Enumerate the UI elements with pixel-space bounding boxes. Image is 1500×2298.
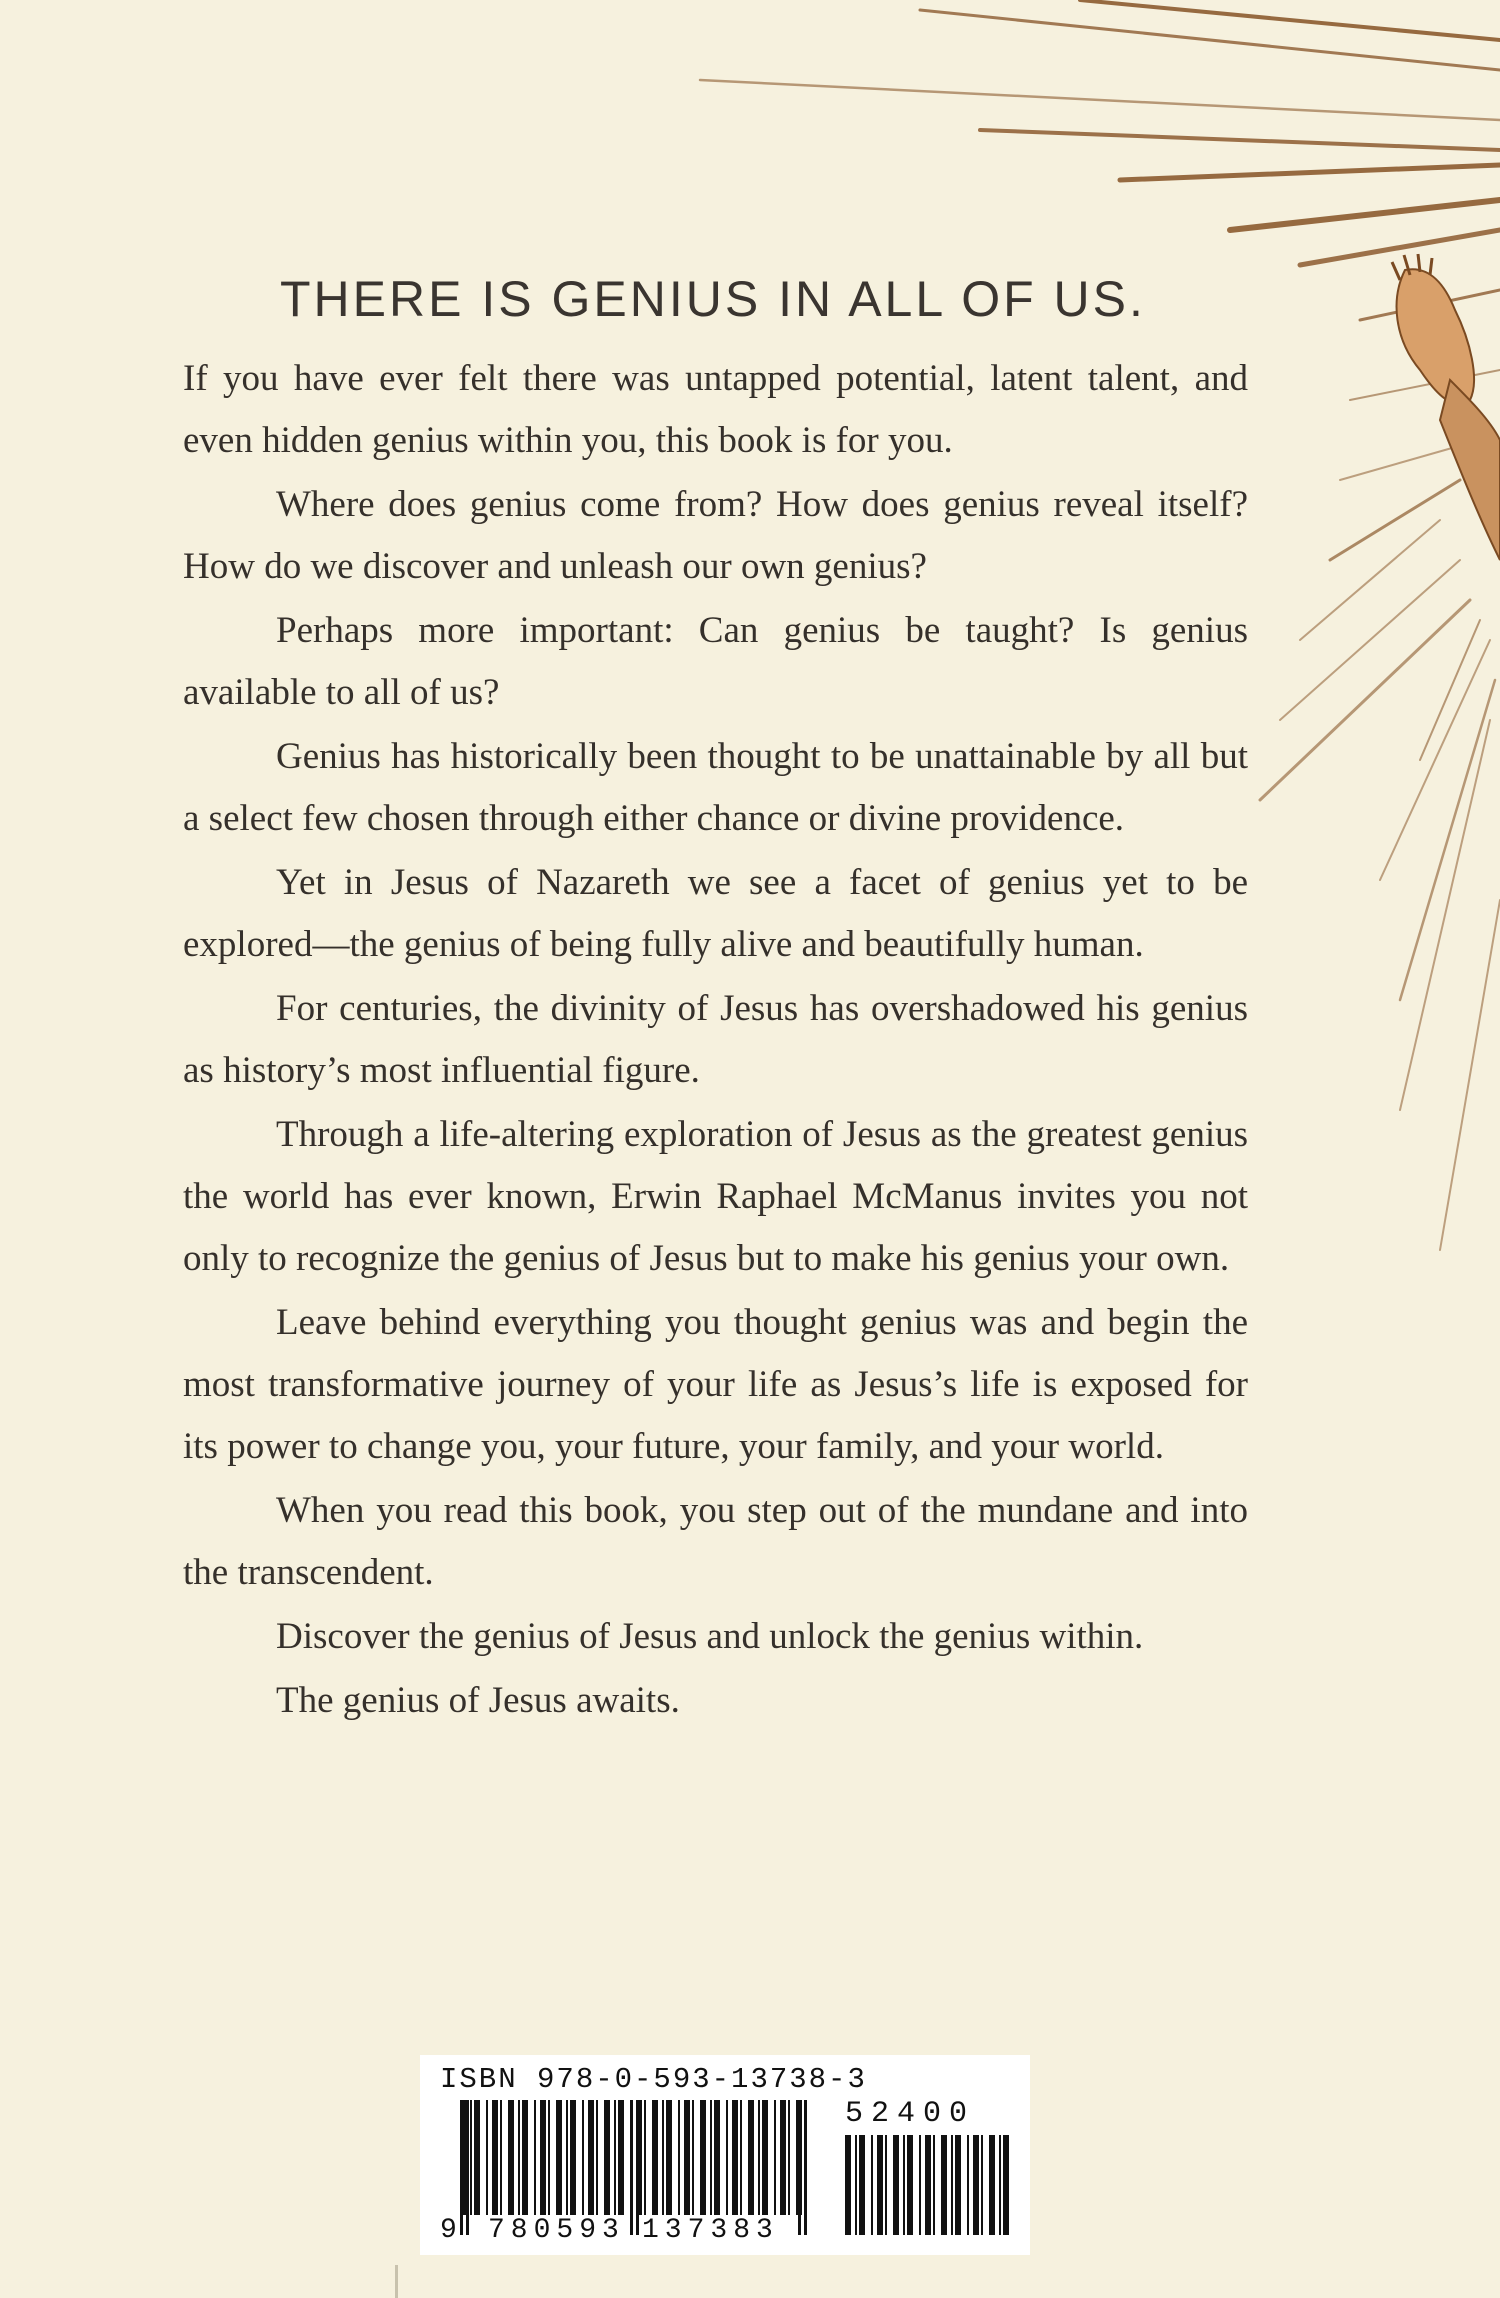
page-title: THERE IS GENIUS IN ALL OF US.	[280, 271, 1146, 327]
paragraph: For centuries, the divinity of Jesus has overshadowed his genius as history’s most influential figure.	[183, 988, 1248, 1091]
price-code: 52400	[845, 2097, 976, 2131]
isbn-barcode	[420, 2055, 1030, 2255]
paragraph: Leave behind everything you thought genius was and begin the most transformative journey of your life as Jesus’s life is exposed for its power to change you, your future, your family, and your world.	[183, 1302, 1248, 1467]
paragraph: If you have ever felt there was untapped potential, latent talent, and even hidden genius within you, this book is for you.	[183, 358, 1248, 461]
paragraph: Through a life-altering exploration of Jesus as the greatest genius the world has ever known, Erwin Raphael McManus invites you not only to recognize the genius of Jesus but to make his genius your own.	[183, 1114, 1248, 1279]
paragraph: Perhaps more important: Can genius be taught? Is genius available to all of us?	[183, 610, 1248, 713]
barcode-right-digits: 137383	[642, 2215, 779, 2246]
paragraph: Discover the genius of Jesus and unlock the genius within.	[276, 1616, 1144, 1657]
barcode-lead-digit: 9	[440, 2215, 463, 2246]
paragraph: When you read this book, you step out of the mundane and into the transcendent.	[183, 1490, 1248, 1593]
paragraph: Yet in Jesus of Nazareth we see a facet of genius yet to be explored—the genius of being fully alive and beautifully human.	[183, 862, 1248, 965]
paragraph: The genius of Jesus awaits.	[276, 1680, 680, 1721]
blurb-text	[183, 348, 1248, 1734]
paragraph: Where does genius come from? How does genius reveal itself? How do we discover and unleash our own genius?	[183, 484, 1248, 587]
hand-illustration	[1392, 254, 1500, 560]
paper-mark	[395, 2265, 398, 2298]
isbn-label: ISBN 978-0-593-13738-3	[440, 2063, 867, 2096]
barcode-left-digits: 780593	[488, 2215, 625, 2246]
paragraph: Genius has historically been thought to be unattainable by all but a select few chosen through either chance or divine providence.	[183, 736, 1248, 839]
